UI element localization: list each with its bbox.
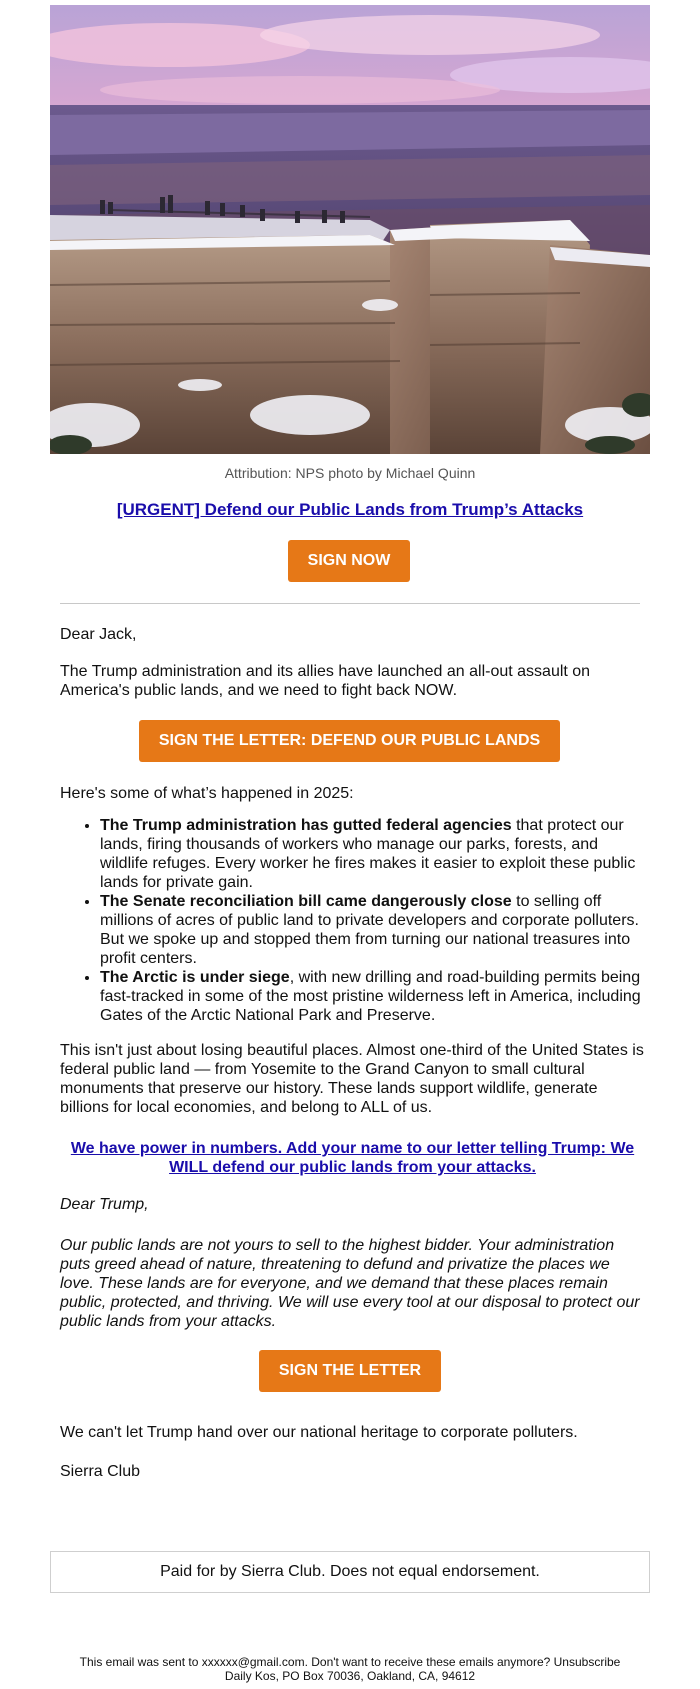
letter-body: Our public lands are not yours to sell to the highest bidder. Your administration puts greed ahead of nature, threatening to defund and privatize the places we love. These lands are for everyone, and we demand that these places remain public, protected, and thriving. We will use every tool at our disposal to protect our public lands from your attacks.: [60, 1237, 640, 1330]
footer-address: Daily Kos, PO Box 70036, Oakland, CA, 94612: [224, 1669, 476, 1683]
divider: [60, 603, 640, 604]
sign-letter-defend-button[interactable]: SIGN THE LETTER: DEFEND OUR PUBLIC LANDS: [139, 720, 560, 762]
federal-land-paragraph: This isn't just about losing beautiful places. Almost one-third of the United States is federal public land — from Yosemite to the Grand Canyon to small cultural monuments that preserve our history. These lands support wildlife, generate billions for local economies, and belong to ALL of us.: [60, 1042, 644, 1116]
closing-paragraph: We can't let Trump hand over our national heritage to corporate polluters.: [60, 1424, 578, 1441]
fact-text: , with new drilling and road-building permits being fast-tracked in some of the most pristine wilderness left in America, including Gates of the Arctic National Park and Preserve.: [100, 969, 641, 1024]
hero-image: [50, 5, 650, 454]
power-in-numbers-link[interactable]: We have power in numbers. Add your name to our letter telling Trump: We WILL defend our public lands from your attacks.: [70, 1140, 635, 1176]
signature: Sierra Club: [60, 1463, 141, 1480]
sign-now-button[interactable]: SIGN NOW: [288, 540, 410, 582]
fact-bold: The Arctic is under siege: [100, 969, 290, 986]
list-item: [100, 892, 645, 968]
list-item: [100, 816, 645, 892]
fact-bold: The Trump administration has gutted federal agencies: [100, 817, 512, 834]
urgent-headline-link[interactable]: [URGENT] Defend our Public Lands from Trump’s Attacks: [116, 500, 584, 519]
greeting: Dear Jack,: [60, 626, 137, 643]
fact-bold: The Senate reconciliation bill came dangerously close: [100, 893, 512, 910]
facts-list: [60, 816, 645, 1025]
footer-unsubscribe-line[interactable]: This email was sent to xxxxxx@gmail.com. Don't want to receive these emails anymore? Unsubscribe: [79, 1655, 621, 1669]
photo-attribution: Attribution: NPS photo by Michael Quinn: [224, 465, 476, 481]
fact-text: to selling off millions of acres of public land to private developers and corporate polluters. But we spoke up and stopped them from turning our national treasures into profit centers.: [100, 893, 639, 967]
list-item: [100, 968, 645, 1025]
sign-letter-button[interactable]: SIGN THE LETTER: [259, 1350, 441, 1392]
footer: [0, 1655, 700, 1683]
happened-heading: Here's some of what’s happened in 2025:: [60, 785, 354, 802]
letter-greeting: Dear Trump,: [60, 1196, 149, 1213]
fact-text: that protect our lands, firing thousands of workers who manage our parks, forests, and wildlife refuges. Every worker he fires makes it easier to exploit these public lands for private gain.: [100, 817, 636, 891]
paid-for-disclaimer: Paid for by Sierra Club. Does not equal endorsement.: [50, 1551, 650, 1593]
intro-paragraph: The Trump administration and its allies have launched an all-out assault on America's public lands, and we need to fight back NOW.: [60, 663, 591, 699]
